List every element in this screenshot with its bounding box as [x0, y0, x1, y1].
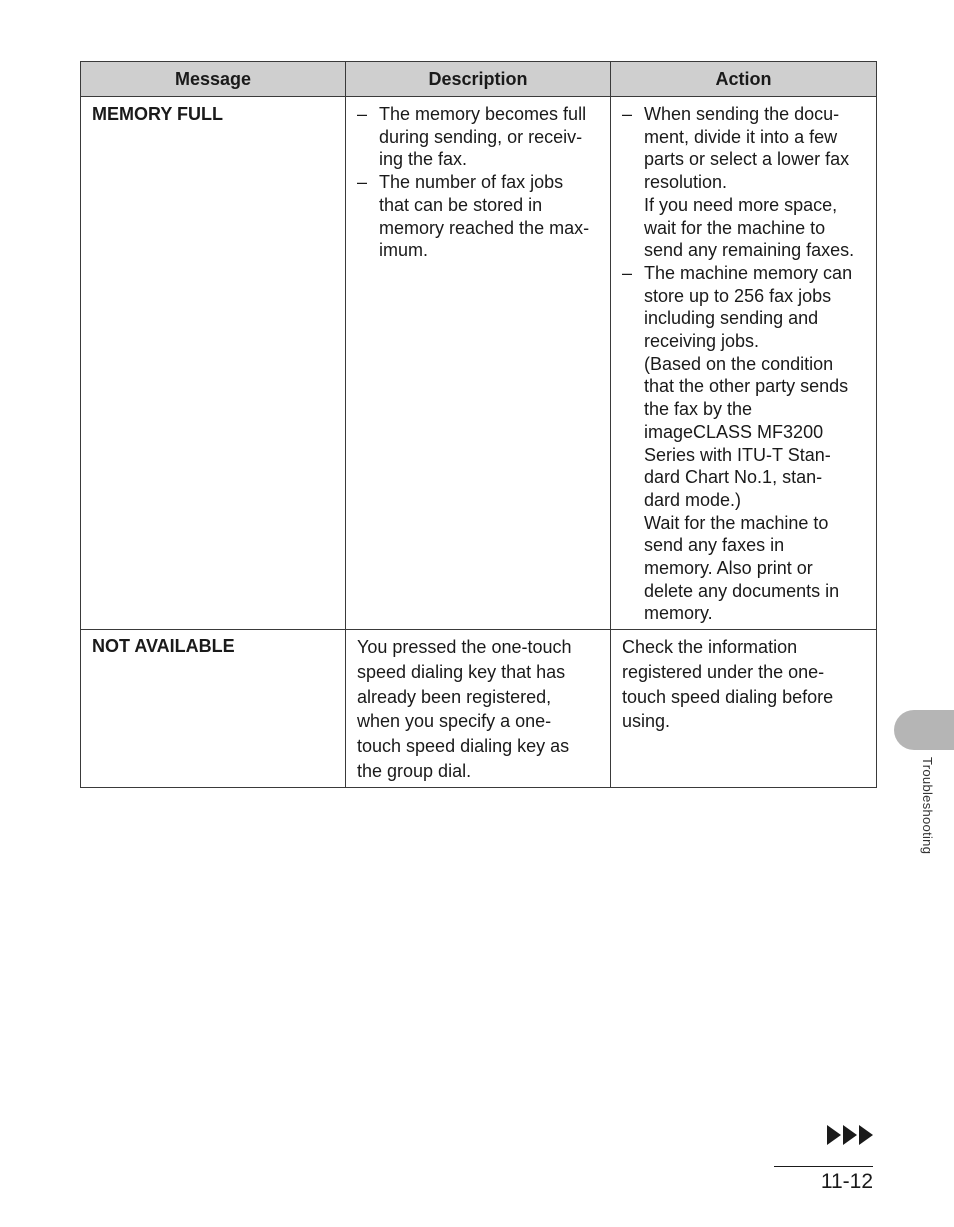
- footer-divider: [774, 1166, 873, 1167]
- description-item: [357, 171, 600, 262]
- table-header-row: [81, 62, 877, 97]
- header-message: Message: [81, 62, 346, 97]
- arrow-right-icon: [859, 1125, 873, 1145]
- action-line: parts or select a lower fax: [644, 149, 850, 170]
- chapter-tab-label: Troubleshooting: [920, 757, 935, 855]
- action-line: that the other party sends: [644, 376, 849, 397]
- description-line: The number of fax jobs: [379, 172, 564, 193]
- description-line: already been registered,: [357, 686, 552, 707]
- triple-right-arrow-icon: [827, 1125, 874, 1145]
- action-line: using.: [622, 711, 671, 732]
- action-line: If you need more space,: [644, 194, 838, 215]
- action-line: send any remaining faxes.: [644, 240, 855, 261]
- action-cell: [611, 97, 877, 630]
- action-line: receiving jobs.: [644, 331, 760, 352]
- action-line: registered under the one-: [622, 661, 825, 682]
- description-cell: [346, 97, 611, 630]
- description-line: during sending, or receiv-: [379, 126, 583, 147]
- message-label: MEMORY FULL: [92, 104, 223, 124]
- message-cell: [81, 97, 346, 630]
- description-line: speed dialing key that has: [357, 661, 566, 682]
- description-cell: [346, 630, 611, 788]
- dash-bullet: –: [622, 104, 633, 124]
- action-line: store up to 256 fax jobs: [644, 285, 832, 306]
- description-line: You pressed the one-touch: [357, 637, 572, 658]
- action-line: When sending the docu-: [644, 104, 840, 124]
- action-line: delete any documents in: [644, 580, 840, 601]
- action-line: memory.: [644, 603, 713, 624]
- page-number: 11-12: [820, 1170, 873, 1193]
- header-action: Action: [611, 62, 877, 97]
- action-line: Wait for the machine to: [644, 512, 829, 533]
- action-text: [622, 635, 866, 734]
- message-table: [80, 61, 877, 788]
- description-text: [357, 635, 600, 783]
- action-line: The machine memory can: [644, 262, 853, 283]
- action-line: wait for the machine to: [644, 217, 826, 238]
- action-line: Check the information: [622, 637, 798, 658]
- action-line: the fax by the: [644, 399, 753, 420]
- description-item: [357, 103, 600, 171]
- dash-bullet: –: [357, 104, 368, 124]
- action-cell: [611, 630, 877, 788]
- action-line: dard mode.): [644, 489, 742, 510]
- message-label: NOT AVAILABLE: [92, 636, 235, 657]
- table-row-not-available: [81, 630, 877, 788]
- action-line: including sending and: [644, 308, 819, 329]
- action-item: [622, 103, 866, 262]
- action-line: imageCLASS MF3200: [644, 421, 824, 442]
- action-item: [622, 262, 866, 625]
- description-line: that can be stored in: [379, 194, 543, 215]
- description-line: The memory becomes full: [379, 104, 587, 124]
- table-row-memory-full: [81, 97, 877, 630]
- arrow-right-icon: [843, 1125, 857, 1145]
- action-line: dard Chart No.1, stan-: [644, 467, 823, 488]
- arrow-right-icon: [827, 1125, 841, 1145]
- action-list: [622, 103, 866, 625]
- description-line: imum.: [379, 240, 428, 261]
- action-line: memory. Also print or: [644, 558, 813, 579]
- dash-bullet: –: [622, 262, 633, 283]
- header-description: Description: [346, 62, 611, 97]
- chapter-tab[interactable]: [894, 710, 954, 750]
- action-line: Series with ITU-T Stan-: [644, 444, 831, 465]
- description-line: the group dial.: [357, 760, 472, 781]
- message-cell: [81, 630, 346, 788]
- action-line: (Based on the condition: [644, 353, 834, 374]
- action-line: send any faxes in: [644, 535, 785, 556]
- description-line: when you specify a one-: [357, 711, 552, 732]
- dash-bullet: –: [357, 172, 368, 193]
- description-list: [357, 103, 600, 262]
- action-line: touch speed dialing before: [622, 686, 834, 707]
- action-line: ment, divide it into a few: [644, 126, 838, 147]
- description-line: memory reached the max-: [379, 217, 590, 238]
- action-line: resolution.: [644, 172, 728, 193]
- description-line: ing the fax.: [379, 149, 468, 170]
- description-line: touch speed dialing key as: [357, 735, 570, 756]
